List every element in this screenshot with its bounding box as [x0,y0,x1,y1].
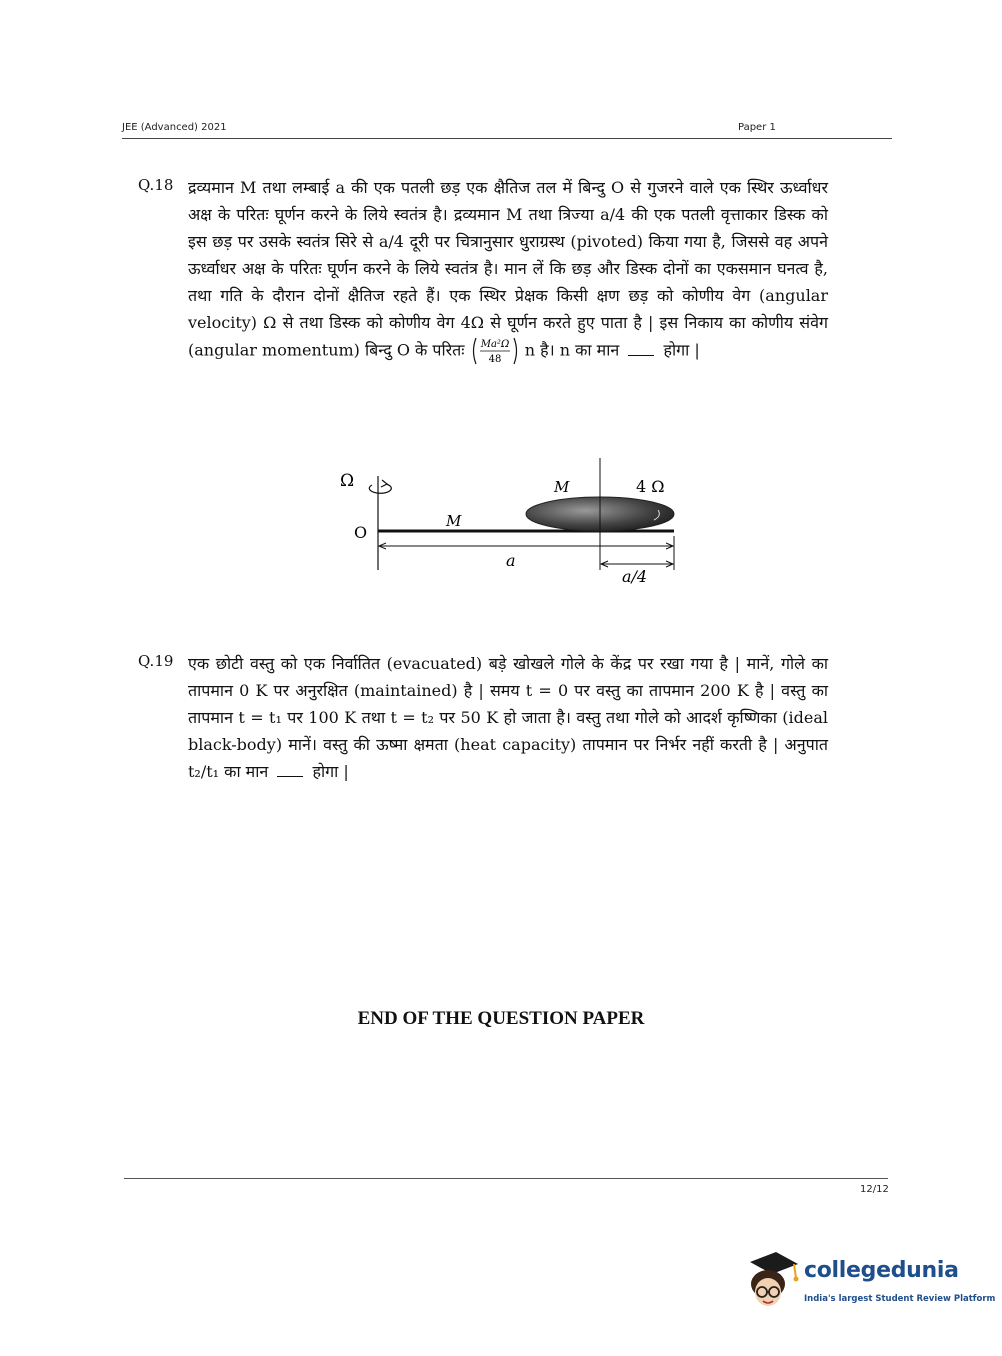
disk-mass-label: M [554,478,570,496]
question-body: द्रव्यमान M तथा लम्बाई a की एक पतली छड़ एक क्षैतिज तल में बिन्दु O से गुजरने वाले एक स्थिर ऊर्ध्वाधर अक्ष के परितः घूर्णन करने के लिये स्वतंत्र है। द्रव्यमान M तथा त्रिज्या a/4 की एक पतली वृत्ताकार डिस्क को इस छड़ पर उसके स्वतंत्र सिरे से a/4 दूरी पर चित्रानुसार धुराग्रस्थ (pivoted) किया गया है, जिससे वह अपने ऊर्ध्वाधर अक्ष के परितः घूर्णन करने के लिये स्वतंत्र है। मान लें कि छड़ और डिस्क दोनों का एकसमान घनत्व है, तथा गति के दौरान दोनों क्षैतिज रहते हैं। एक स्थिर प्रेक्षक किसी क्षण छड़ को कोणीय वेग (angular velocity) Ω से तथा डिस्क को कोणीय वेग 4Ω से घूर्णन करते हुए पाता है | इस निकाय का कोणीय संवेग (angular momentum) बिन्दु O के परितः [188,178,828,360]
fraction-denominator: 48 [488,354,501,365]
fraction-numerator: Ma²Ω [480,339,509,350]
mascot-icon [742,1248,802,1314]
length-label: a [506,551,516,570]
brand-tagline: India's largest Student Review Platform [804,1294,996,1304]
rod-mass-label: M [446,512,462,530]
footer-divider [124,1178,888,1179]
question-18 [138,174,828,366]
header-divider [122,138,892,139]
origin-label: O [354,523,368,542]
question-text [188,650,828,785]
brand-name: collegedunia [804,1258,959,1283]
momentum-expression [470,339,525,365]
omega-label: Ω [340,471,355,491]
end-of-paper: END OF THE QUESTION PAPER [357,1008,645,1029]
rotation-arrow-icon [369,484,391,493]
question-number: Q.18 [138,176,174,194]
question-tail: n है। n का मान [524,340,620,360]
sub-length-label: a/4 [622,567,648,586]
question-end: होगा | [663,340,700,360]
question-number: Q.19 [138,652,174,670]
question-19 [138,650,828,785]
page-number: 12/12 [860,1184,889,1195]
question-text [188,174,828,366]
rod-disk-figure [336,458,686,598]
answer-blank [277,776,303,777]
answer-blank [628,355,654,356]
disk-omega-label: 4 Ω [636,477,665,496]
header-right: Paper 1 [738,122,776,133]
collegedunia-logo [742,1248,996,1318]
fraction-expression [470,336,520,366]
question-body: एक छोटी वस्तु को एक निर्वातित (evacuated) बड़े खोखले गोले के केंद्र पर रखा गया है | मानें, गोले का तापमान 0 K पर अनुरक्षित (maintained) है | समय t = 0 पर वस्तु का तापमान 200 K है | वस्तु का तापमान t = t₁ पर 100 K तथा t = t₂ पर 50 K हो जाता है। वस्तु तथा गोले को आदर्श कृष्णिका (ideal black-body) मानें। वस्तु की ऊष्मा क्षमता (heat capacity) तापमान पर निर्भर नहीं करती है | अनुपात t₂/t₁ का मान [188,654,828,781]
question-end: होगा | [312,762,349,781]
header-left: JEE (Advanced) 2021 [122,122,227,133]
